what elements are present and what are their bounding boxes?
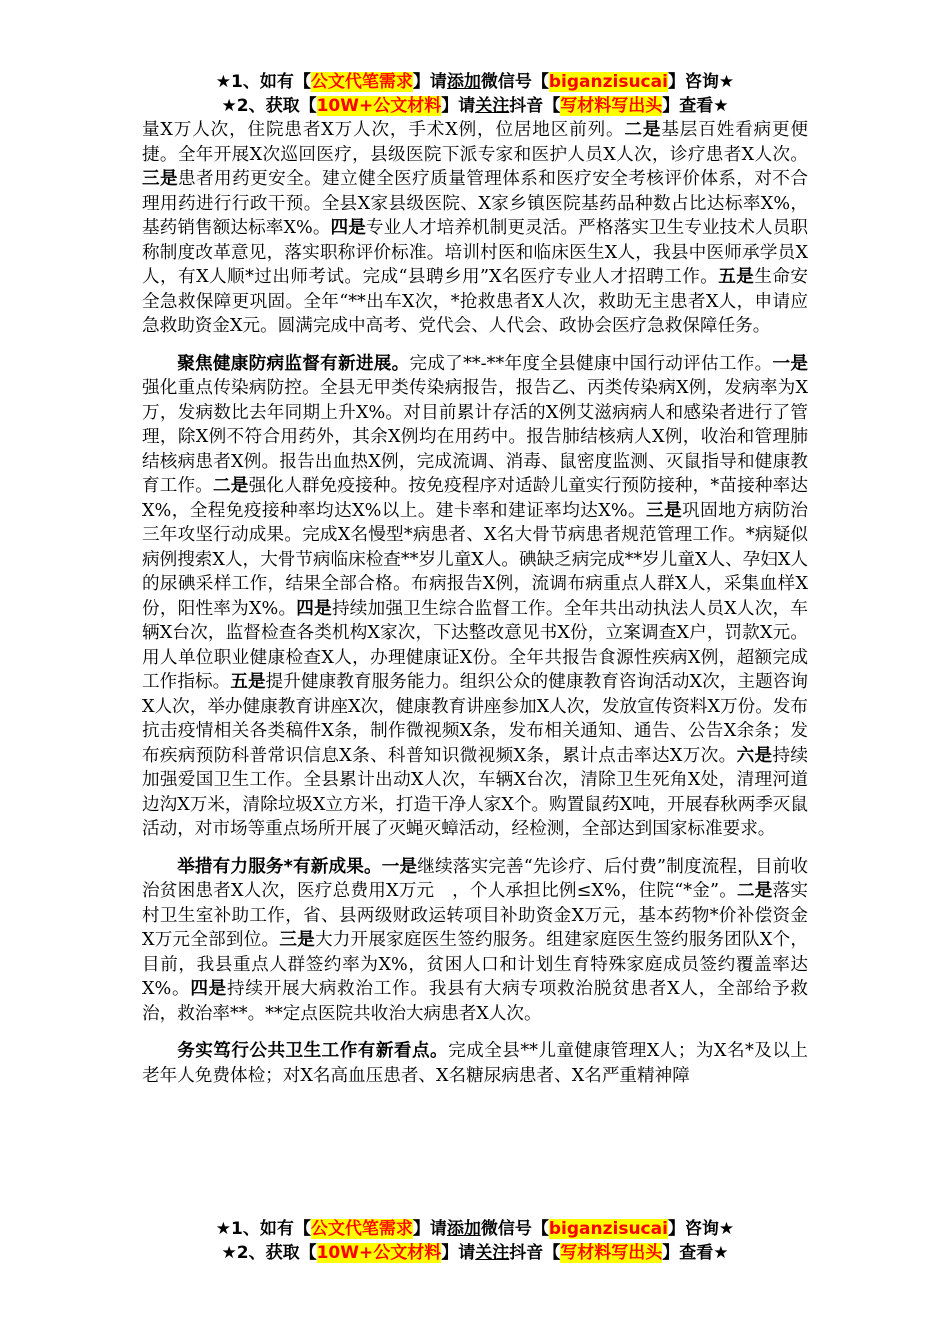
banner-underlined: 添加 xyxy=(446,1219,481,1239)
text-run: 大力开展家庭医生签约服务。组建家庭医生签约服务团队X个，目前，我县重点人群签约率为X%，贫困人口和计划生育特殊家庭成员签约覆盖率达X%。 xyxy=(142,930,809,999)
footer-banner-line-1 xyxy=(0,1217,950,1241)
bold-heading-run: 聚焦健康防病监督有新进展。 xyxy=(177,353,410,374)
banner-highlight: 写材料写出头 xyxy=(560,1243,663,1263)
bold-heading-run: 二是 xyxy=(624,120,662,140)
text-run: 专业人才培养机制更灵活。严格落实卫生专业技术人员职称制度改革意见，落实职称评价标准。培训村医和临床医生X人，我县中医师承学员X人，有X人顺*过出师考试。完成“县聘乡用”X名医疗专业人才招聘工作。 xyxy=(142,218,808,287)
body-paragraph xyxy=(142,352,808,842)
header-banner-line-1 xyxy=(0,70,950,94)
bold-heading-run: 一是 xyxy=(772,353,808,374)
bold-heading-run: 二是 xyxy=(737,881,773,901)
text-run: 持续开展大病救治工作。我县有大病专项救治脱贫患者X人，全部给予救治，救治率**。**定点医院共收治大病患者X人次。 xyxy=(142,979,808,1024)
text-run: 落实村卫生室补助工作，省、县两级财政运转项目补助资金X万元，基本药物*价补偿资金X万元全部到位。 xyxy=(142,881,808,950)
banner-underlined: 关注 xyxy=(475,96,510,116)
body-paragraph xyxy=(142,118,808,339)
banner-text: 微信号【 xyxy=(480,72,549,92)
banner-text: ★2、获取【 xyxy=(221,96,317,116)
banner-highlight: 10W+公文材料 xyxy=(316,1243,442,1263)
bold-heading-run: 五是 xyxy=(230,672,266,692)
footer-banner-line-2 xyxy=(0,1241,950,1265)
bold-heading-run: 务实笃行公共卫生工作有新看点。 xyxy=(177,1041,449,1061)
banner-text: 】咨询★ xyxy=(667,72,735,92)
banner-underlined: 添加 xyxy=(446,72,481,92)
text-run: 完成全县**儿童健康管理X人；为X名*及以上老年人免费体检；对X名高血压患者、X名糖尿病患者、X名严重精神障 xyxy=(142,1041,808,1086)
banner-text: 微信号【 xyxy=(480,1219,549,1239)
banner-text: 抖音【 xyxy=(509,96,561,116)
banner-underlined: 关注 xyxy=(475,1243,510,1263)
banner-text: 】咨询★ xyxy=(667,1219,735,1239)
document-body xyxy=(142,118,808,1088)
banner-text: ★1、如有【 xyxy=(215,1219,311,1239)
banner-text: ★2、获取【 xyxy=(221,1243,317,1263)
body-paragraph xyxy=(142,855,808,1027)
banner-text: 】查看★ xyxy=(662,1243,729,1263)
banner-text: ★1、如有【 xyxy=(215,72,311,92)
bold-heading-run: 六是 xyxy=(736,745,773,766)
banner-text: 抖音【 xyxy=(509,1243,561,1263)
text-run: 持续加强爱国卫生工作。全县累计出动X人次，车辆X台次，清除卫生死角X处，清理河道边沟X万米，清除垃圾X立方米，打造干净人家X个。购置鼠药X吨，开展春秋两季灭鼠活动，对市场等重点场所开展了灭蝇灭蟑活动，经检测，全部达到国家标准要求。 xyxy=(142,745,808,839)
banner-highlight: 公文代笔需求 xyxy=(310,72,413,92)
bold-heading-run: 举措有力服务*有新成果。 xyxy=(177,856,382,877)
bold-heading-run: 三是 xyxy=(646,500,683,521)
banner-highlight: biganzisucai xyxy=(548,72,668,92)
text-run: 基层百姓看病更便捷。全年开展X次巡回医疗，县级医院下派专家和医护人员X人次，诊疗患者X人次。 xyxy=(142,120,808,165)
bold-heading-run: 一是 xyxy=(381,856,418,877)
banner-text: 】请 xyxy=(412,1219,447,1239)
text-run: 提升健康教育服务能力。组织公众的健康教育咨询活动X次，主题咨询X人次，举办健康教育讲座X次，健康教育讲座参加X人次，发放宣传资料X万份。发布抗击疫情相关各类稿件X条，制作微视频X条，发布相关通知、通告、公告X余条；发布疾病预防科普常识信息X条、科普知识微视频X条，累计点击率达X万次。 xyxy=(142,672,808,766)
banner-text: 】请 xyxy=(412,72,447,92)
banner-highlight: 公文代笔需求 xyxy=(310,1219,413,1239)
banner-text: 】请 xyxy=(441,96,476,116)
banner-text: 】查看★ xyxy=(662,96,729,116)
text-run: 强化人群免疫接种。按免疫程序对适龄儿童实行预防接种，*苗接种率达X%，全程免疫接种率均达X%以上。建卡率和建证率均达X%。 xyxy=(142,476,808,521)
bold-heading-run: 五是 xyxy=(718,267,755,287)
text-run: 继续落实完善“先诊疗、后付费”制度流程，目前收治贫困患者X人次，医疗总费用X万元 ，个人承担比例≤X%，住院“*金”。 xyxy=(142,856,808,901)
banner-highlight: 写材料写出头 xyxy=(560,96,663,116)
bold-heading-run: 四是 xyxy=(190,979,228,999)
bold-heading-run: 四是 xyxy=(330,218,366,238)
bold-heading-run: 三是 xyxy=(279,930,315,950)
banner-text: 】请 xyxy=(441,1243,476,1263)
text-run: 完成了**-**年度全县健康中国行动评估工作。 xyxy=(409,353,773,374)
header-banner-line-2 xyxy=(0,94,950,118)
text-run: 量X万人次，住院患者X万人次，手术X例，位居地区前列。 xyxy=(142,120,625,140)
bold-heading-run: 二是 xyxy=(213,476,249,496)
bold-heading-run: 三是 xyxy=(142,169,179,189)
bold-heading-run: 四是 xyxy=(296,598,332,619)
banner-highlight: biganzisucai xyxy=(548,1219,668,1239)
text-run: 生命安全急救保障更巩固。全年“**出车X次，*抢救患者X人次，救助无主患者X人，申请应急救助资金X元。圆满完成中高考、党代会、人代会、政协会医疗急救保障任务。 xyxy=(142,267,808,336)
text-run: 巩固地方病防治三年攻坚行动成果。完成X名慢型*病患者、X名大骨节病患者规范管理工作。*病疑似病例搜索X人，大骨节病临床检查**岁儿童X人。碘缺乏病完成**岁儿童X人、孕妇X人的尿碘采样工作，结果全部合格。布病报告X例，流调布病重点人群X人，采集血样X份，阳性率为X%。 xyxy=(142,500,808,619)
text-run: 强化重点传染病防控。全县无甲类传染病报告，报告乙、丙类传染病X例，发病率为X万，发病数比去年同期上升X%。对目前累计存活的X例艾滋病病人和感染者进行了管理，除X例不符合用药外，其余X例均在用药中。报告肺结核病人X例，收治和管理肺结核病患者X例。报告出血热X例，完成流调、消毒、鼠密度监测、灭鼠指导和健康教育工作。 xyxy=(142,378,808,496)
body-paragraph xyxy=(142,1039,808,1088)
banner-highlight: 10W+公文材料 xyxy=(316,96,442,116)
text-run: 持续加强卫生综合监督工作。全年共出动执法人员X人次，车辆X台次，监督检查各类机构X家次，下达整改意见书X份，立案调查X户，罚款X元。用人单位职业健康检查X人，办理健康证X份。全年共报告食源性疾病X例，超额完成工作指标。 xyxy=(142,598,808,692)
text-run: 患者用药更安全。建立健全医疗质量管理体系和医疗安全考核评价体系，对不合理用药进行行政干预。全县X家县级医院、X家乡镇医院基药品种数占比达标率X%，基药销售额达标率X%。 xyxy=(142,169,808,238)
